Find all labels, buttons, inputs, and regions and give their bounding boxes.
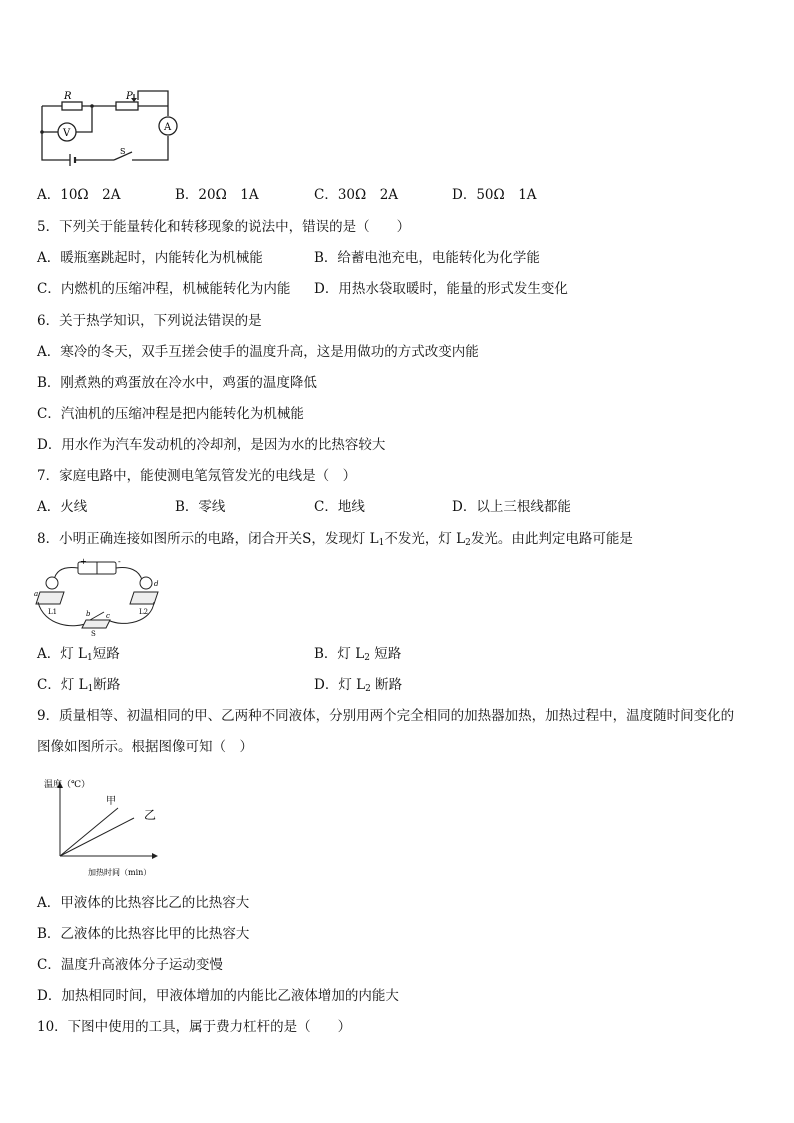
- q9-option-c[interactable]: C．温度升高液体分子运动变慢: [37, 957, 223, 973]
- q8-option-d-text: D．灯 L: [314, 677, 366, 693]
- q6-option-d[interactable]: D．用水作为汽车发动机的冷却剂，是因为水的比热容较大: [37, 437, 386, 453]
- q5-option-d[interactable]: D．用热水袋取暖时，能量的形式发生变化: [314, 281, 568, 297]
- q9-stem-line2: 图像如图所示。根据图像可知（ ）: [37, 739, 253, 755]
- q5-option-b[interactable]: B．给蓄电池充电，电能转化为化学能: [314, 250, 540, 266]
- q9-option-a[interactable]: A．甲液体的比热容比乙的比热容大: [37, 895, 250, 911]
- q8-sub-1: 1: [378, 538, 385, 548]
- q6-option-b[interactable]: B．刚煮熟的鸡蛋放在冷水中，鸡蛋的温度降低: [37, 375, 317, 391]
- q8-sub-2: 2: [465, 538, 471, 548]
- switch-s-label: S: [91, 630, 96, 638]
- q8-stem-part1: 8．小明正确连接如图所示的电路，闭合开关S，发现灯 L: [37, 531, 379, 547]
- label-switch: S: [120, 147, 126, 156]
- label-r: R: [64, 91, 72, 102]
- q5-option-c[interactable]: C．内燃机的压缩冲程，机械能转化为内能: [37, 281, 291, 297]
- q8-option-b-text: B．灯 L: [314, 646, 365, 662]
- temperature-time-graph: [42, 774, 182, 878]
- q8-option-a[interactable]: [37, 646, 120, 666]
- point-d-label: d: [154, 580, 159, 588]
- graph-series-yi: 乙: [144, 808, 157, 822]
- circuit-diagram-q4: [34, 86, 184, 172]
- q8-option-a-sub: 1: [87, 653, 93, 663]
- q6-stem: 6．关于热学知识，下列说法错误的是: [37, 313, 262, 329]
- q6-option-c[interactable]: C．汽油机的压缩冲程是把内能转化为机械能: [37, 406, 304, 422]
- q8-option-c[interactable]: [37, 677, 120, 697]
- q4-option-d[interactable]: D．50Ω 1A: [452, 187, 537, 203]
- label-voltmeter: V: [63, 128, 71, 139]
- lamp-circuit-diagram-q8: [34, 556, 169, 638]
- graph-y-label: 温度（℃）: [44, 780, 91, 790]
- point-b-label: b: [86, 610, 91, 618]
- q7-option-a[interactable]: A．火线: [37, 499, 88, 515]
- label-p: P: [126, 91, 133, 102]
- graph-x-label: 加热时间（min）: [88, 868, 152, 877]
- q4-option-b[interactable]: B．20Ω 1A: [175, 187, 259, 203]
- graph-series-jia: 甲: [106, 796, 116, 807]
- q8-option-a-tail: 短路: [92, 646, 120, 662]
- q7-stem: 7．家庭电路中，能使测电笔氖管发光的电线是（ ）: [37, 468, 357, 484]
- line-jia: [60, 808, 118, 856]
- q8-option-c-sub: 1: [87, 684, 94, 694]
- q5-stem: 5．下列关于能量转化和转移现象的说法中，错误的是（ ）: [37, 219, 411, 235]
- q5-option-a[interactable]: A．暖瓶塞跳起时，内能转化为机械能: [37, 250, 263, 266]
- q8-option-c-text: C．灯 L: [37, 677, 88, 693]
- battery-plus-label: +: [80, 557, 87, 566]
- point-c-label: c: [106, 612, 110, 620]
- q4-option-a[interactable]: A．10Ω 2A: [37, 187, 121, 203]
- q8-option-b-sub: 2: [364, 653, 370, 663]
- point-a-label: a: [34, 590, 39, 598]
- q8-option-b[interactable]: [314, 646, 401, 666]
- q8-option-d[interactable]: [314, 677, 402, 697]
- lamp-l1-label: L1: [48, 608, 58, 616]
- q8-option-b-tail: 短路: [369, 646, 402, 662]
- q4-option-c[interactable]: C．30Ω 2A: [314, 187, 399, 203]
- label-ammeter: A: [164, 122, 172, 133]
- q7-option-b[interactable]: B．零线: [175, 499, 226, 515]
- q9-stem-line1: 9．质量相等、初温相同的甲、乙两种不同液体，分别用两个完全相同的加热器加热，加热过程中，温度随时间变化的: [37, 708, 735, 724]
- q8-option-c-tail: 断路: [93, 677, 121, 693]
- q9-option-d[interactable]: D．加热相同时间，甲液体增加的内能比乙液体增加的内能大: [37, 988, 399, 1004]
- battery-minus-label: -: [118, 557, 121, 566]
- q9-option-b[interactable]: B．乙液体的比热容比甲的比热容大: [37, 926, 250, 942]
- q7-option-d[interactable]: D．以上三根线都能: [452, 499, 571, 515]
- q10-stem: 10．下图中使用的工具，属于费力杠杆的是（ ）: [37, 1019, 352, 1035]
- q8-stem-part2: 不发光，灯 L: [384, 531, 466, 547]
- q8-stem: [37, 531, 633, 551]
- q8-option-a-text: A．灯 L: [37, 646, 88, 662]
- q8-stem-part3: 发光。由此判定电路可能是: [470, 531, 633, 547]
- q8-option-d-tail: 断路: [370, 677, 403, 693]
- q8-option-d-sub: 2: [365, 684, 371, 694]
- lamp-l2-label: L2: [139, 608, 149, 616]
- q6-option-a[interactable]: A．寒冷的冬天，双手互搓会使手的温度升高，这是用做功的方式改变内能: [37, 344, 479, 360]
- line-yi: [60, 818, 134, 856]
- q7-option-c[interactable]: C．地线: [314, 499, 365, 515]
